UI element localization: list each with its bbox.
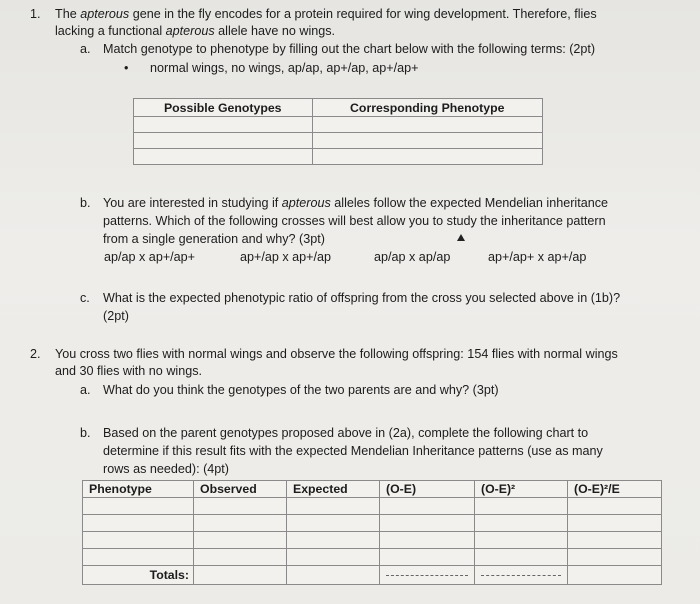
table-cell[interactable] [312,133,543,149]
header-o-minus-e: (O-E) [380,481,475,498]
table-cell[interactable] [312,117,543,133]
cross-option-4: ap+/ap+ x ap+/ap [488,250,587,264]
table-cell[interactable] [194,532,287,549]
table-row [83,549,662,566]
q1b-line1: You are interested in studying if apterous alleles follow the expected Mendelian inheritance [103,196,609,210]
table-cell[interactable] [568,532,662,549]
table-cell[interactable] [312,149,543,165]
table-header-row [83,481,662,498]
table-cell[interactable] [194,498,287,515]
table-cell[interactable] [475,498,568,515]
table-row [134,133,543,149]
table-row [83,532,662,549]
table-row [83,515,662,532]
cross-option-1: ap/ap x ap+/ap+ [104,250,196,264]
q2-number: 2. [30,347,41,361]
table-cell[interactable] [380,549,475,566]
table-cell[interactable] [380,532,475,549]
totals-row [83,566,662,585]
q1b-line3: from a single generation and why? (3pt) [103,232,325,246]
q1a-text: Match genotype to phenotype by filling out the chart below with the following terms: (2pt) [103,42,596,56]
q2b-line1: Based on the parent genotypes proposed above in (2a), complete the following chart to [103,426,589,440]
header-o-minus-e-squared-over-e: (O-E)²/E [568,481,662,498]
q2a-label: a. [80,383,91,397]
table-cell[interactable] [568,515,662,532]
table-cell[interactable] [380,515,475,532]
q1-line2: lacking a functional apterous allele have no wings. [55,24,336,38]
header-corresponding-phenotype: Corresponding Phenotype [312,99,543,117]
table-cell[interactable] [194,515,287,532]
q2b-line2: determine if this result fits with the expected Mendelian Inheritance patterns (use as many [103,444,603,458]
table-row [134,117,543,133]
table-header-row [134,99,543,117]
table-cell[interactable] [475,532,568,549]
bullet: • [124,61,129,75]
table-cell[interactable] [287,515,380,532]
table-cell[interactable] [287,549,380,566]
dashed-cell [475,566,568,585]
table-cell[interactable] [194,566,287,585]
table-cell[interactable] [287,498,380,515]
q1a-label: a. [80,42,91,56]
q1c-line2: (2pt) [103,309,129,323]
dashed-cell [380,566,475,585]
q1-number: 1. [30,7,41,21]
q1c-line1: What is the expected phenotypic ratio of offspring from the cross you selected above in (1b)? [103,291,621,305]
table-row [134,149,543,165]
cross-option-3: ap/ap x ap/ap [374,250,451,264]
genotype-phenotype-table [133,98,543,165]
table-cell[interactable] [568,566,662,585]
q2b-label: b. [80,426,91,440]
table-cell[interactable] [380,498,475,515]
header-o-minus-e-squared: (O-E)² [475,481,568,498]
table-cell[interactable] [134,133,313,149]
table-cell[interactable] [475,549,568,566]
header-observed: Observed [194,481,287,498]
cross-option-2: ap+/ap x ap+/ap [240,250,332,264]
table-cell[interactable] [568,498,662,515]
table-cell[interactable] [475,515,568,532]
table-cell[interactable] [287,532,380,549]
header-expected: Expected [287,481,380,498]
table-row [83,498,662,515]
q1-line1: The apterous gene in the fly encodes for a protein required for wing development. Therefore, flies [55,7,597,21]
q2-line2: and 30 flies with no wings. [55,364,203,378]
table-cell[interactable] [83,549,194,566]
q1a-terms: normal wings, no wings, ap/ap, ap+/ap, ap+/ap+ [150,61,419,75]
table-cell[interactable] [287,566,380,585]
table-cell[interactable] [134,117,313,133]
header-phenotype: Phenotype [83,481,194,498]
table-cell[interactable] [83,515,194,532]
q2a-text: What do you think the genotypes of the two parents are and why? (3pt) [103,383,499,397]
q2b-line3: rows as needed): (4pt) [103,462,229,476]
header-possible-genotypes: Possible Genotypes [134,99,313,117]
table-cell[interactable] [194,549,287,566]
chi-square-table [82,480,662,585]
table-cell[interactable] [134,149,313,165]
totals-label: Totals: [83,566,194,585]
table-cell[interactable] [83,498,194,515]
table-cell[interactable] [568,549,662,566]
mouse-cursor-icon [457,234,465,241]
q1b-label: b. [80,196,91,210]
q2-line1: You cross two flies with normal wings and observe the following offspring: 154 flies with normal wings [55,347,618,361]
q1b-line2: patterns. Which of the following crosses will best allow you to study the inheritance pattern [103,214,606,228]
table-cell[interactable] [83,532,194,549]
q1c-label: c. [80,291,90,305]
